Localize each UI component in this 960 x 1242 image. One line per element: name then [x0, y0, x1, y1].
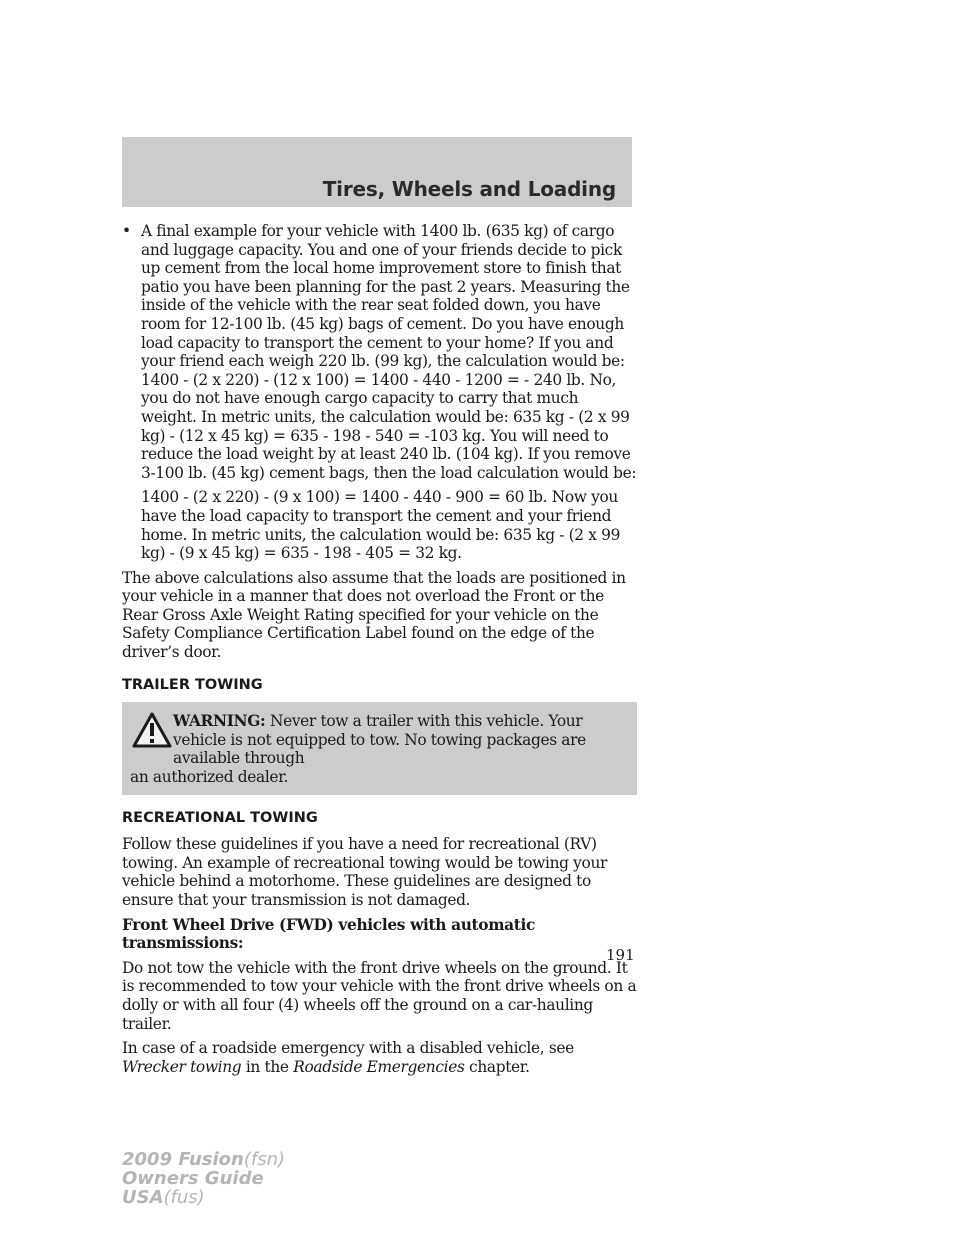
- bullet-symbol: •: [122, 222, 131, 240]
- page-content: [122, 222, 637, 1082]
- section-header-band: [122, 137, 632, 207]
- fwd-subheading: Front Wheel Drive (FWD) vehicles with automatic transmissions:: [122, 915, 536, 953]
- warning-triangle-icon: [132, 712, 172, 748]
- footer-market-code: (fus): [163, 1187, 205, 1208]
- footer-doc-info: [122, 1150, 285, 1207]
- emergency-suffix: chapter.: [464, 1057, 530, 1076]
- warning-text-continued: an authorized dealer.: [130, 768, 289, 787]
- footer-guide: Owners Guide: [122, 1168, 264, 1189]
- bullet-text: A final example for your vehicle with 1400 lb. (635 kg) of cargo and luggage capacity. You and one of your friends decide to pick up cement from the local home improvement store to finish that patio you have been planning for the past 2 years. Measuring the inside of the vehicle with the rear seat folded down, you have room for 12-100 lb. (45 kg) bags of cement. Do you have enough load capacity to transport the cement to your home? If you and your friend each weigh 220 lb. (99 kg), the calculation would be: 1400 - (2 x 220) - (12 x 100) = 1400 - 440 - 1200 = - 240 lb. No, you do not have enough cargo capacity to carry that much weight. In metric units, the calculation would be: 635 kg - (2 x 99 kg) - (12 x 45 kg) = 635 - 198 - 540 = -103 kg. You will need to reduce the load weight by at least 240 lb. (104 kg). If you remove 3-100 lb. (45 kg) cement bags, then the load calculation would be:: [141, 222, 637, 482]
- recreational-towing-heading: RECREATIONAL TOWING: [122, 809, 318, 826]
- recreational-intro: Follow these guidelines if you have a need for recreational (RV) towing. An example of recreational towing would be towing your vehicle behind a motorhome. These guidelines are designed to ensure that your transmission is not damaged.: [122, 835, 608, 909]
- emergency-paragraph: [122, 1039, 637, 1076]
- page-number: 191: [606, 946, 635, 964]
- bullet-item: [122, 222, 637, 482]
- warning-message: [130, 712, 627, 768]
- calculation-paragraph: 1400 - (2 x 220) - (9 x 100) = 1400 - 440 - 900 = 60 lb. Now you have the load capacity to transport the cement and your friend home. In metric units, the calculation would be: 635 kg - (2 x 99 kg) - (9 x 45 kg) = 635 - 198 - 405 = 32 kg.: [141, 488, 621, 563]
- footer-model: 2009 Fusion: [122, 1149, 244, 1170]
- warning-box: [122, 702, 637, 794]
- footer-model-code: (fsn): [243, 1149, 285, 1170]
- warning-text: Never tow a trailer with this vehicle. Your vehicle is not equipped to tow. No towing packages are available through: [173, 712, 586, 768]
- emergency-mid: in the: [241, 1057, 294, 1076]
- footer-line-model: [122, 1150, 285, 1169]
- fwd-paragraph: Do not tow the vehicle with the front drive wheels on the ground. It is recommended to tow your vehicle with the front drive wheels on a dolly or with all four (4) wheels off the ground on a car-hauling trailer.: [122, 958, 637, 1033]
- assumption-paragraph: The above calculations also assume that the loads are positioned in your vehicle in a manner that does not overload the Front or the Rear Gross Axle Weight Rating specified for your vehicle on the Safety Compliance Certification Label found on the edge of the driver’s door.: [122, 568, 626, 662]
- footer-market: USA: [122, 1187, 164, 1208]
- wrecker-towing-reference: Wrecker towing: [122, 1057, 242, 1076]
- roadside-emergencies-reference: Roadside Emergencies: [293, 1057, 465, 1076]
- emergency-prefix: In case of a roadside emergency with a disabled vehicle, see: [122, 1039, 574, 1058]
- warning-label: WARNING:: [173, 712, 266, 731]
- footer-line-market: [122, 1188, 285, 1207]
- section-title: Tires, Wheels and Loading: [322, 177, 616, 201]
- trailer-towing-heading: TRAILER TOWING: [122, 676, 263, 693]
